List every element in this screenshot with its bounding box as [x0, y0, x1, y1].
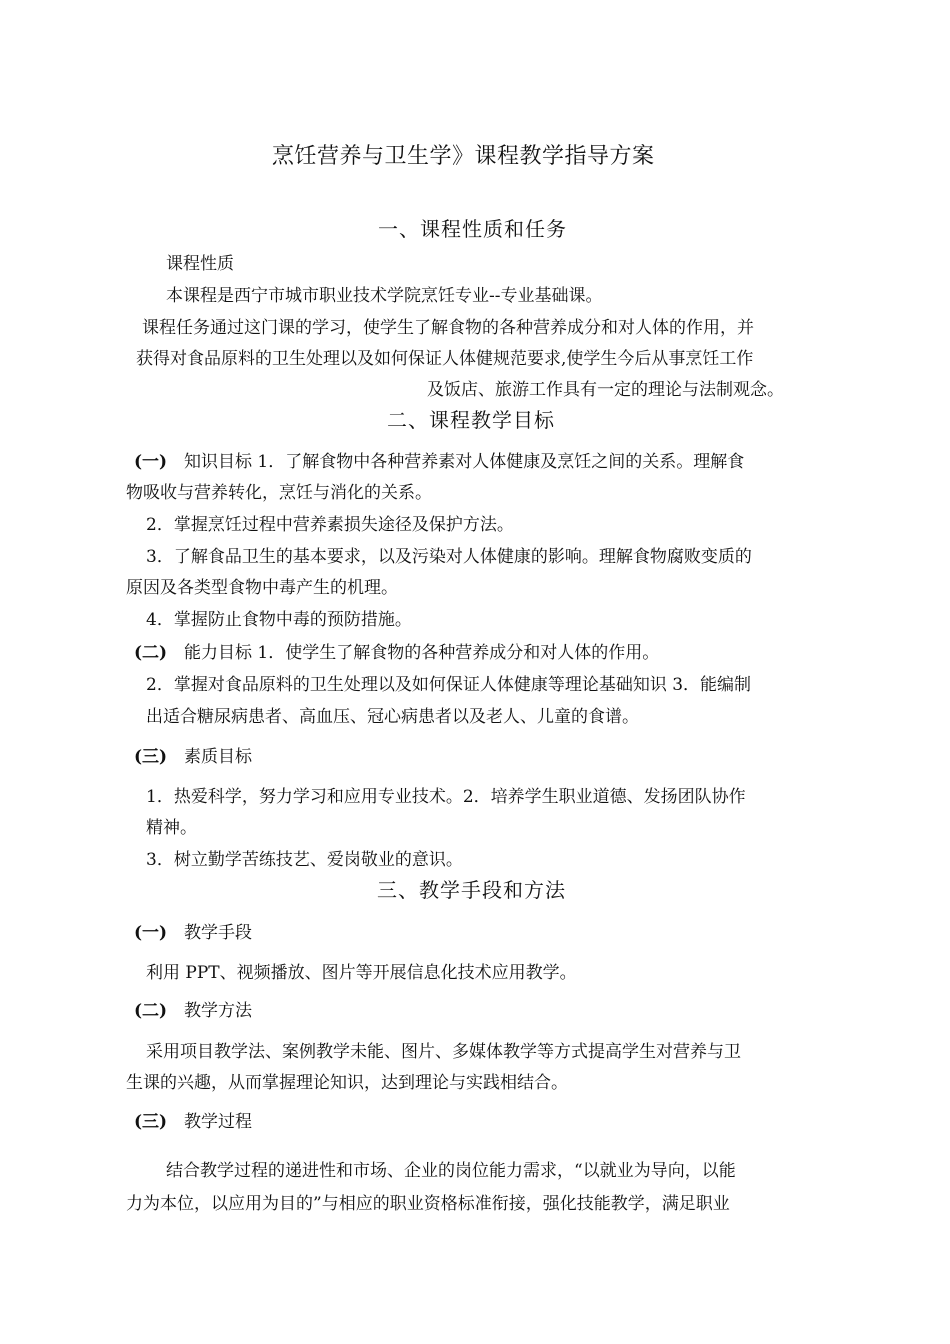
paragraph-line: 本课程是西宁市城市职业技术学院烹饪专业--专业基础课。 — [166, 286, 603, 306]
paragraph-line: 精神。 — [146, 818, 197, 838]
paragraph-line: 出适合糖尿病患者、高血压、冠心病患者以及老人、儿童的食谱。 — [146, 707, 639, 727]
section-heading-3: 三、教学手段和方法 — [377, 878, 566, 902]
paragraph-line: 获得对食品原料的卫生处理以及如何保证人体健规范要求,使学生今后从事烹饪工作 — [136, 349, 754, 369]
paragraph-line: 课程性质 — [166, 254, 234, 274]
item-tag: (二) — [134, 1001, 168, 1021]
item-tag: (三) — [134, 1112, 168, 1132]
paragraph-line: 2．掌握对食品原料的卫生处理以及如何保证人体健康等理论基础知识 3．能编制 — [146, 675, 752, 695]
paragraph-line: 采用项目教学法、案例教学未能、图片、多媒体教学等方式提高学生对营养与卫 — [146, 1042, 741, 1062]
paragraph-line: 力为本位，以应用为目的”与相应的职业资格标准衔接，强化技能教学，满足职业 — [126, 1194, 730, 1214]
paragraph-line: 素质目标 — [184, 747, 252, 767]
paragraph-line: 利用 PPT、视频播放、图片等开展信息化技术应用教学。 — [146, 963, 577, 983]
section-heading-2: 二、课程教学目标 — [387, 408, 555, 432]
item-tag: (二) — [134, 643, 168, 663]
paragraph-line: 能力目标 1．使学生了解食物的各种营养成分和对人体的作用。 — [184, 643, 660, 663]
item-tag: (一) — [134, 452, 168, 472]
paragraph-line: 3．树立勤学苦练技艺、爱岗敬业的意识。 — [146, 850, 463, 870]
paragraph-line: 3．了解食品卫生的基本要求，以及污染对人体健康的影响。理解食物腐败变质的 — [146, 547, 752, 567]
paragraph-line: 1．热爱科学，努力学习和应用专业技术。2．培养学生职业道德、发扬团队协作 — [146, 787, 746, 807]
paragraph-line: 物吸收与营养转化，烹饪与消化的关系。 — [126, 483, 432, 503]
paragraph-line: 及饭店、旅游工作具有一定的理论与法制观念。 — [427, 380, 784, 400]
item-tag: (一) — [134, 923, 168, 943]
paragraph-line: 2．掌握烹饪过程中营养素损失途径及保护方法。 — [146, 515, 514, 535]
paragraph-line: 4．掌握防止食物中毒的预防措施。 — [146, 610, 412, 630]
paragraph-line: 原因及各类型食物中毒产生的机理。 — [126, 578, 398, 598]
paragraph-line: 知识目标 1．了解食物中各种营养素对人体健康及烹饪之间的关系。理解食 — [184, 452, 745, 472]
item-tag: (三) — [134, 747, 168, 767]
section-heading-1: 一、课程性质和任务 — [378, 217, 567, 241]
paragraph-line: 生课的兴趣，从而掌握理论知识，达到理论与实践相结合。 — [126, 1073, 568, 1093]
paragraph-line: 结合教学过程的递进性和市场、企业的岗位能力需求，“以就业为导向，以能 — [166, 1161, 736, 1181]
paragraph-line: 课程任务通过这门课的学习，使学生了解食物的各种营养成分和对人体的作用，并 — [142, 318, 754, 338]
paragraph-line: 教学手段 — [184, 923, 252, 943]
paragraph-line: 教学过程 — [184, 1112, 252, 1132]
document-title: 烹饪营养与卫生学》课程教学指导方案 — [272, 144, 655, 169]
paragraph-line: 教学方法 — [184, 1001, 252, 1021]
